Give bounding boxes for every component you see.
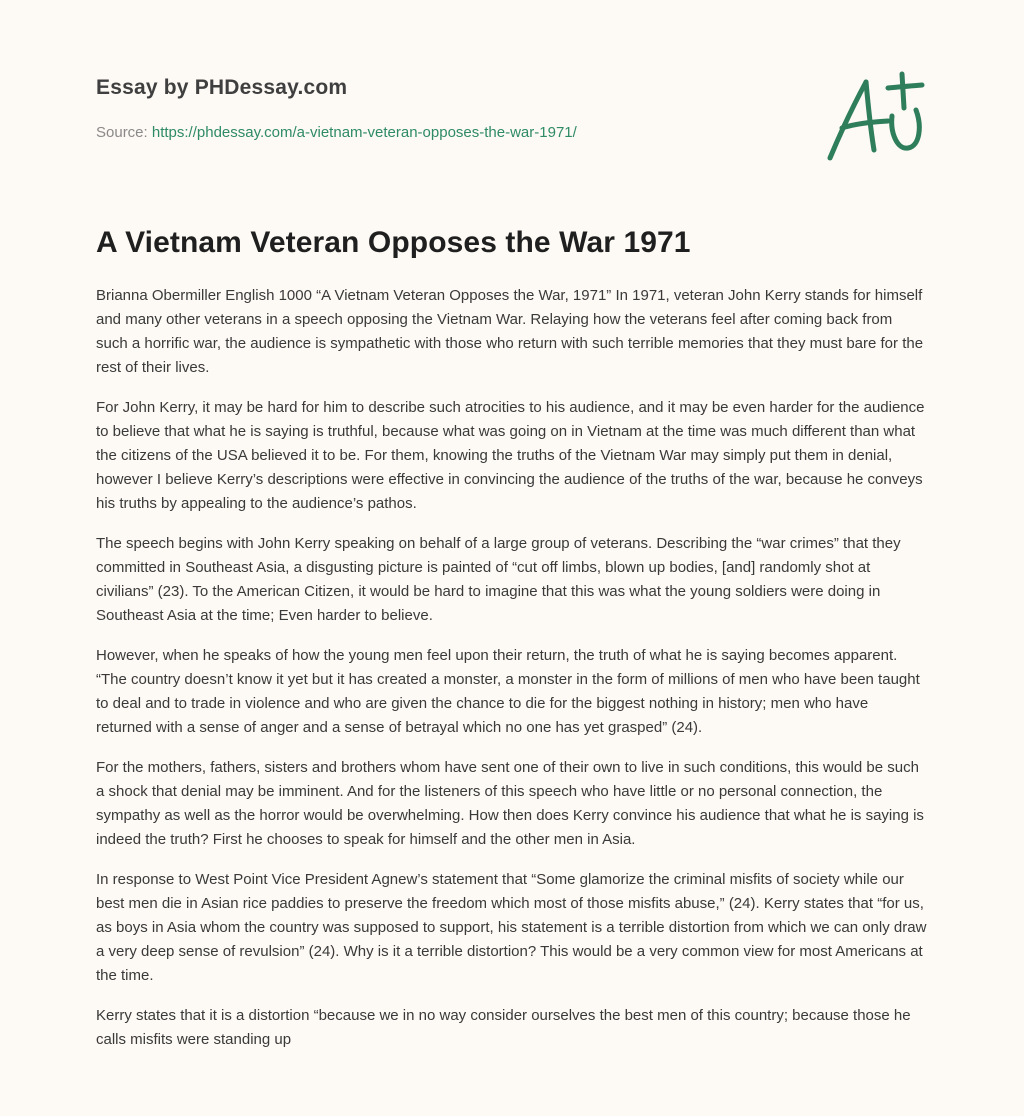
source-line	[96, 124, 796, 141]
a-plus-grade-icon	[822, 68, 926, 164]
site-title: Essay by PHDessay.com	[96, 76, 348, 99]
paragraph: For the mothers, fathers, sisters and brothers whom have sent one of their own to live in such conditions, this would be such a shock that denial may be imminent. And for the listeners of this speech who have little or no personal connection, the sympathy as well as the horror would be overwhelming. How then does Kerry convince his audience that what he is saying is indeed the truth? First he chooses to speak for himself and the other men in Asia.	[96, 759, 924, 848]
source-label: Source:	[96, 124, 148, 141]
paragraph: The speech begins with John Kerry speaking on behalf of a large group of veterans. Describing the “war crimes” that they committed in Southeast Asia, a disgusting picture is painted of “cut off limbs, blown up bodies, [and] randomly shot at civilians” (23). To the American Citizen, it would be hard to imagine that this was what the young soldiers were doing in Southeast Asia at the time; Even harder to believe.	[96, 535, 901, 624]
page-header	[96, 76, 796, 141]
paragraph: Brianna Obermiller English 1000 “A Vietnam Veteran Opposes the War, 1971” In 1971, veteran John Kerry stands for himself and many other veterans in a speech opposing the Vietnam War. Relaying how the veterans feel after coming back from such a horrific war, the audience is sympathetic with those who return with such terrible memories that they must bare for the rest of their lives.	[96, 287, 924, 376]
source-link[interactable]: https://phdessay.com/a-vietnam-veteran-opposes-the-war-1971/	[151, 124, 577, 141]
paragraph: Kerry states that it is a distortion “because we in no way consider ourselves the best men of this country; because those he calls misfits were standing up	[96, 1007, 911, 1048]
document-title: A Vietnam Veteran Opposes the War 1971	[96, 226, 691, 259]
paragraph: For John Kerry, it may be hard for him to describe such atrocities to his audience, and it may be even harder for the audience to believe that what he is saying is truthful, because what was going on in Vietnam at the time was much different than what the citizens of the USA believed it to be. For them, knowing the truths of the Vietnam War may simply put them in denial, however I believe Kerry’s descriptions were effective in convincing the audience of the truths of the war, because he conveys his truths by appealing to the audience’s pathos.	[96, 399, 925, 512]
essay-body	[96, 284, 928, 1068]
paragraph: However, when he speaks of how the young men feel upon their return, the truth of what he is saying becomes apparent. “The country doesn’t know it yet but it has created a monster, a monster in the form of millions of men who have been taught to deal and to trade in violence and who are given the chance to die for the biggest nothing in history; men who have returned with a sense of anger and a sense of betrayal which no one has yet grasped” (24).	[96, 647, 920, 736]
paragraph: In response to West Point Vice President Agnew’s statement that “Some glamorize the criminal misfits of society while our best men die in Asian rice paddies to preserve the freedom which most of those misfits abuse,” (24). Kerry states that “for us, as boys in Asia whom the country was supposed to support, his statement is a terrible distortion from which we can only draw a very deep sense of revulsion” (24). Why is it a terrible distortion? This would be a very common view for most Americans at the time.	[96, 871, 927, 984]
